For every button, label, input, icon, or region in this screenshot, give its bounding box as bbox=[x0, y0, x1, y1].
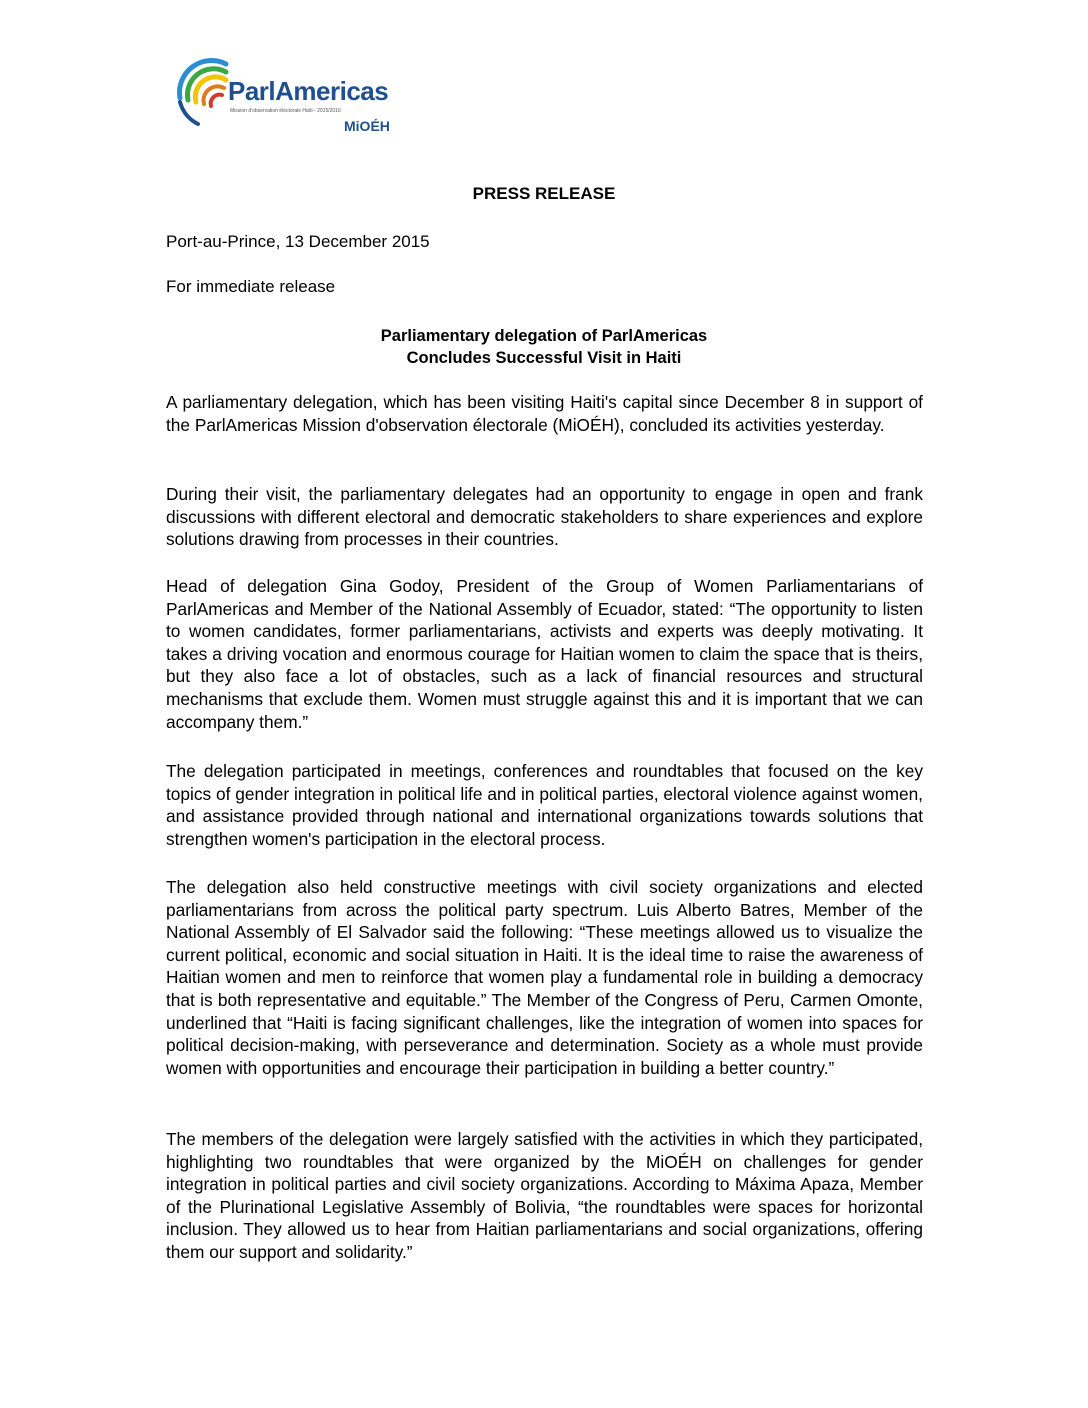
logo-tagline: Mission d'observation électorale Haïti - 2015/2016 bbox=[230, 108, 341, 114]
paragraph-1: A parliamentary delegation, which has been visiting Haiti's capital since December 8 in support of the ParlAmericas Mission d'observation électorale (MiOÉH), concluded its activities yesterday. bbox=[166, 392, 923, 435]
press-release-heading: PRESS RELEASE bbox=[472, 184, 616, 203]
logo-subtitle: MiOÉH bbox=[344, 118, 390, 134]
paragraph-6: The members of the delegation were largely satisfied with the activities in which they participated, highlighting two roundtables that were organized by the MiOÉH on challenges for gender integration in political parties and civil society organizations. According to Máxima Apaza, Member of the Plurinational Legislative Assembly of Bolivia, “the roundtables were spaces for horizontal inclusion. They allowed us to hear from Haitian parliamentarians and social organizations, offering them our support and solidarity.” bbox=[166, 1129, 923, 1262]
paragraph-2: During their visit, the parliamentary delegates had an opportunity to engage in open and frank discussions with different electoral and democratic stakeholders to share experiences and explore solutions drawing from processes in their countries. bbox=[166, 484, 923, 550]
release-title-line-1: Parliamentary delegation of ParlAmericas bbox=[380, 327, 708, 345]
dateline: Port-au-Prince, 13 December 2015 bbox=[166, 232, 430, 251]
parlamericas-logo bbox=[174, 58, 404, 136]
logo-arcs-icon bbox=[174, 58, 234, 128]
paragraph-5: The delegation also held constructive meetings with civil society organizations and elected parliamentarians from across the political party spectrum. Luis Alberto Batres, Member of the National Assembly of El Salvador said the following: “These meetings allowed us to visualize the current political, economic and social situation in Haiti. It is the ideal time to raise the awareness of Haitian women and men to reinforce that women play a fundamental role in building a democracy that is both representative and equitable.” The Member of the Congress of Peru, Carmen Omonte, underlined that “Haiti is facing significant challenges, like the integration of women into spaces for political decision-making, with perseverance and determination. Society as a whole must provide women with opportunities and encourage their participation in building a better country.” bbox=[166, 877, 923, 1078]
paragraph-4: The delegation participated in meetings, conferences and roundtables that focused on the key topics of gender integration in political life and in political parties, electoral violence against women, and assistance provided through national and international organizations towards solutions that strengthen women's participation in the electoral process. bbox=[166, 761, 923, 849]
paragraph-3: Head of delegation Gina Godoy, President of the Group of Women Parliamentarians of ParlAmericas and Member of the National Assembly of Ecuador, stated: “The opportunity to listen to women candidates, former parliamentarians, activists and experts was deeply motivating. It takes a driving vocation and enormous courage for Haitian women to claim the space that is theirs, but they also face a lot of obstacles, such as a lack of financial resources and structural mechanisms that exclude them. Women must struggle against this and it is important that we can accompany them.” bbox=[166, 576, 923, 732]
release-title-line-2: Concludes Successful Visit in Haiti bbox=[406, 349, 682, 367]
release-note: For immediate release bbox=[166, 277, 336, 296]
release-title bbox=[0, 325, 1088, 369]
logo-wordmark: ParlAmericas bbox=[228, 76, 389, 106]
